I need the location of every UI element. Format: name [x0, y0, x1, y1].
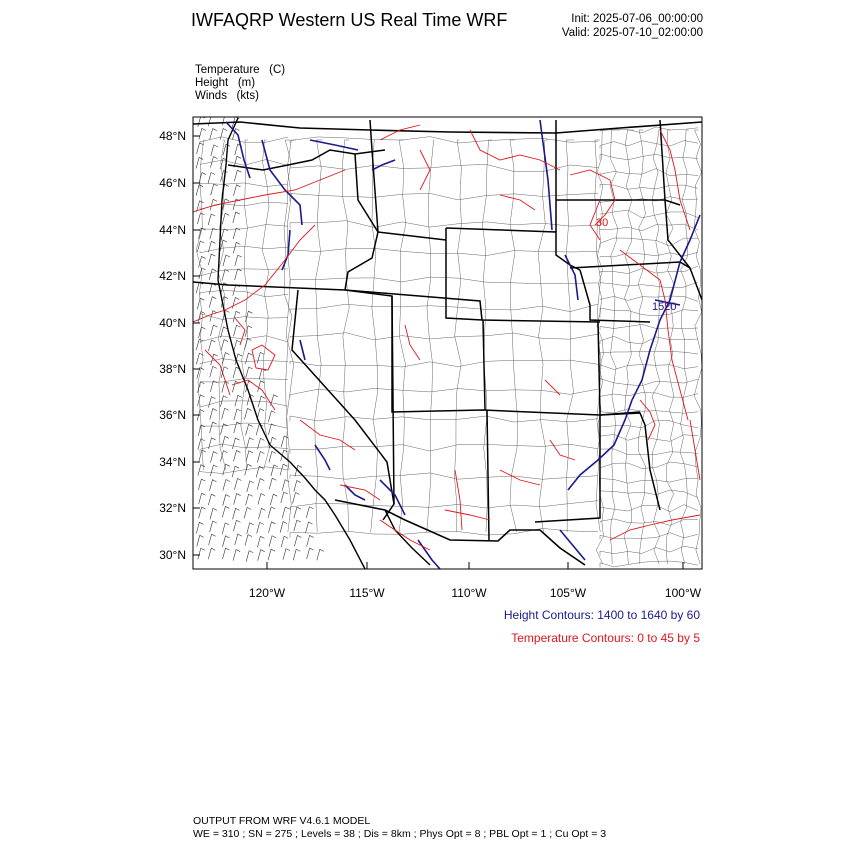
valid-time: Valid: 2025-07-10_02:00:00 — [561, 27, 703, 39]
model-footer-line2: WE = 310 ; SN = 275 ; Levels = 38 ; Dis = 8km ; Phys Opt = 8 ; PBL Opt = 1 ; Cu Opt = 3 — [193, 828, 607, 840]
lat-tick-label: 40°N — [159, 316, 186, 330]
field-label-height: Height (m) — [195, 77, 256, 89]
lon-tick-label: 105°W — [549, 586, 587, 600]
field-label-temperature: Temperature (C) — [195, 64, 286, 76]
init-time: Init: 2025-07-06_00:00:00 — [571, 13, 703, 25]
height-contour-label: 1520 — [652, 301, 677, 313]
lon-tick-label: 115°W — [349, 586, 385, 600]
lat-tick-label: 36°N — [159, 408, 186, 422]
lat-tick-label: 32°N — [159, 501, 186, 515]
lat-tick-label: 44°N — [159, 223, 186, 237]
height-contour-note: Height Contours: 1400 to 1640 by 60 — [503, 608, 700, 622]
lat-tick-label: 42°N — [159, 269, 186, 283]
lat-tick-label: 30°N — [159, 548, 186, 562]
lon-tick-label: 120°W — [248, 586, 286, 600]
map-plot-area — [193, 117, 702, 569]
chart-title: IWFAQRP Western US Real Time WRF — [191, 10, 508, 30]
lon-tick-label: 110°W — [451, 586, 487, 600]
lat-tick-label: 38°N — [159, 362, 186, 376]
field-label-winds: Winds (kts) — [195, 90, 259, 102]
lat-tick-label: 48°N — [159, 129, 186, 143]
temperature-contour-label: 30 — [596, 217, 609, 229]
model-footer-line1: OUTPUT FROM WRF V4.6.1 MODEL — [193, 815, 371, 827]
lon-tick-label: 100°W — [664, 586, 702, 600]
temperature-contour-note: Temperature Contours: 0 to 45 by 5 — [511, 631, 700, 645]
lat-tick-label: 34°N — [159, 455, 186, 469]
lat-tick-label: 46°N — [159, 176, 186, 190]
